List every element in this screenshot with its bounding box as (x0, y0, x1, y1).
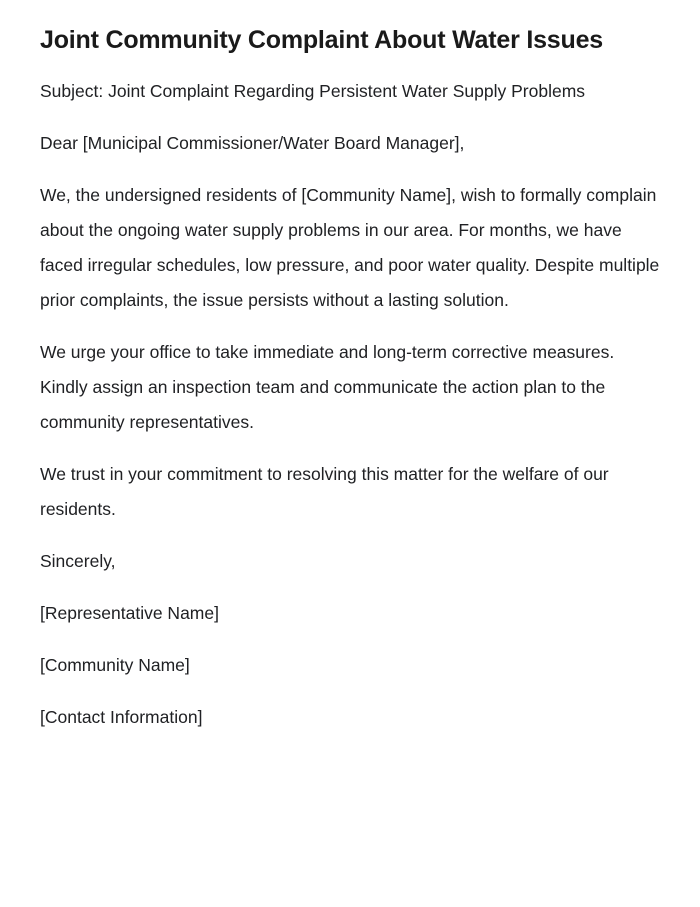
paragraph-subject: Subject: Joint Complaint Regarding Persistent Water Supply Problems (40, 81, 586, 101)
paragraph-closing: Sincerely, (40, 551, 116, 571)
paragraph-signature-name: [Representative Name] (40, 603, 219, 623)
paragraph-salutation: Dear [Municipal Commissioner/Water Board Manager], (40, 133, 465, 153)
paragraph-signature-community: [Community Name] (40, 655, 190, 675)
page-title: Joint Community Complaint About Water Issues (40, 26, 603, 54)
paragraph-body-3: We trust in your commitment to resolving this matter for the welfare of our residents. (40, 464, 609, 519)
paragraph-body-1: We, the undersigned residents of [Community Name], wish to formally complain about the ongoing water supply problems in our area. For months, we have faced irregular schedules, low pressure, and poor water quality. Despite multiple prior complaints, the issue persists without a lasting solution. (40, 185, 660, 310)
paragraph-signature-contact: [Contact Information] (40, 707, 203, 727)
paragraph-body-2: We urge your office to take immediate and long-term corrective measures. Kindly assign an inspection team and communicate the action plan to the community representatives. (40, 342, 615, 432)
